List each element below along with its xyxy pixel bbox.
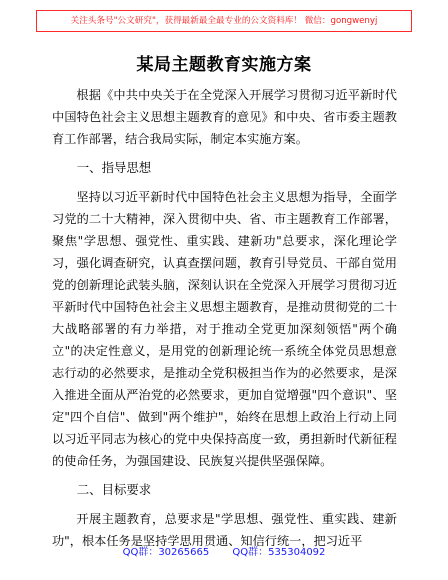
section-heading-goals: 二、目标要求	[76, 482, 152, 497]
qq-group-1: QQ群：30265665	[122, 547, 210, 558]
document-title: 某局主题教育实施方案	[136, 55, 312, 75]
footer-contacts	[0, 543, 448, 558]
document-body	[52, 84, 397, 552]
section-heading-guiding-ideology: 一、指导思想	[76, 160, 152, 175]
guiding-ideology-paragraph: 坚持以习近平新时代中国特色社会主义思想为指导，全面学习党的二十大精神，深入贯彻中央、省、市主题教育工作部署，聚焦"学思想、强党性、重实践、建新功"总要求，深化理论学习，强化调查研究，认真查摆问题，教育引导党员、干部自觉用党的创新理论武装头脑，深刻认识在全党深入开展学习贯彻习近平新时代中国特色社会主义思想主题教育，是推动贯彻党的二十大战略部署的有力举措，对于推动全党更加深刻领悟"两个确立"的决定性意义，是用党的创新理论统一系统全体党员思想意志行动的必然要求，是推动全党积极担当作为的必然要求，是深入推进全面从严治党的必然要求，更加自觉增强"四个意识"、坚定"四个自信"、做到"两个维护"，始终在思想上政治上行动上同以习近平同志为核心的党中央保持高度一致，勇担新时代新征程的使命任务，为强国建设、民族复兴提供坚强保障。	[52, 190, 397, 468]
intro-paragraph: 根据《中共中央关于在全党深入开展学习贯彻习近平新时代中国特色社会主义思想主题教育的意见》和中央、省市委主题教育工作部署，结合我局实际，制定本实施方案。	[52, 88, 397, 146]
promo-banner-text: 关注头条号"公文研究"，获得最新最全最专业的公文资料库！ 微信：gongwenyj	[70, 16, 378, 26]
promo-banner	[36, 10, 412, 32]
qq-group-2: QQ群：535304092	[232, 547, 326, 558]
goals-paragraph: 开展主题教育，总要求是"学思想、强党性、重实践、建新功"，根本任务是坚持学思用贯通、知信行统一，把习近平	[52, 512, 397, 548]
